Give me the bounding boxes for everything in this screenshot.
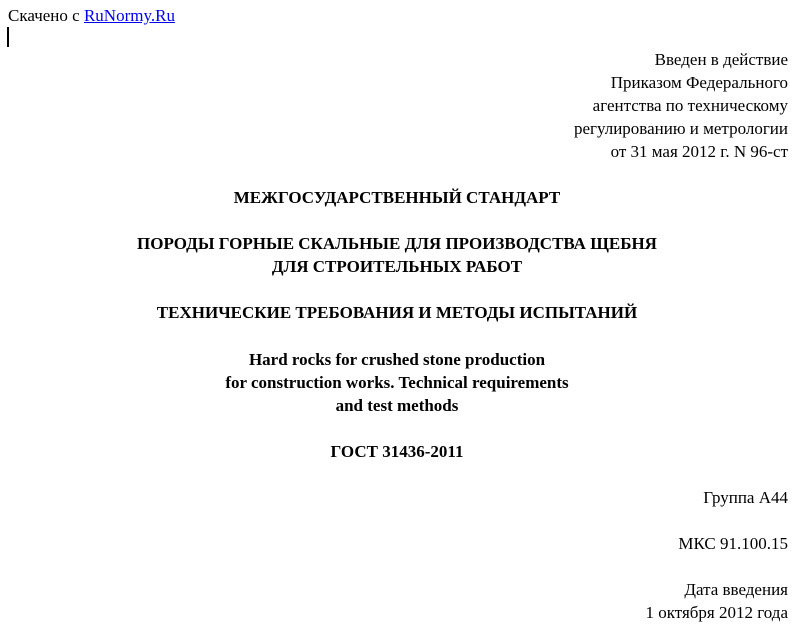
english-title: [0, 348, 794, 417]
approval-line: агентства по техническому: [592, 96, 788, 115]
group-label: Группа А44: [703, 488, 788, 507]
russian-subtitle-text: ТЕХНИЧЕСКИЕ ТРЕБОВАНИЯ И МЕТОДЫ ИСПЫТАНИЙ: [156, 303, 638, 322]
effective-date-label: Дата введения: [684, 580, 788, 599]
mks-code: МКС 91.100.15: [678, 534, 788, 553]
standard-code: [0, 440, 794, 463]
runormy-link[interactable]: RuNormy.Ru: [83, 6, 175, 25]
downloaded-from-note: [8, 4, 175, 27]
standard-type-text: МЕЖГОСУДАРСТВЕННЫЙ СТАНДАРТ: [233, 188, 561, 207]
standard-code-text: ГОСТ 31436-2011: [330, 442, 464, 461]
russian-title-line: ПОРОДЫ ГОРНЫЕ СКАЛЬНЫЕ ДЛЯ ПРОИЗВОДСТВА ЩЕБНЯ: [137, 234, 657, 253]
english-title-line: Hard rocks for crushed stone production: [248, 350, 546, 369]
approval-line: регулированию и метрологии: [573, 119, 788, 138]
russian-title-line: ДЛЯ СТРОИТЕЛЬНЫХ РАБОТ: [271, 257, 523, 276]
approval-block: [574, 48, 788, 163]
approval-line: Введен в действие: [654, 50, 788, 69]
approval-line: от 31 мая 2012 г. N 96-ст: [610, 142, 788, 161]
russian-title: [0, 232, 794, 278]
effective-date-value: 1 октября 2012 года: [645, 603, 788, 622]
english-title-line: and test methods: [335, 396, 459, 415]
approval-line: Приказом Федерального: [610, 73, 788, 92]
english-title-line: for construction works. Technical requirements: [225, 373, 569, 392]
standard-type-heading: [0, 186, 794, 209]
text-cursor: [7, 27, 9, 47]
downloaded-prefix: Скачено с: [8, 6, 84, 25]
effective-date-block: [645, 578, 788, 624]
russian-subtitle: [0, 301, 794, 324]
